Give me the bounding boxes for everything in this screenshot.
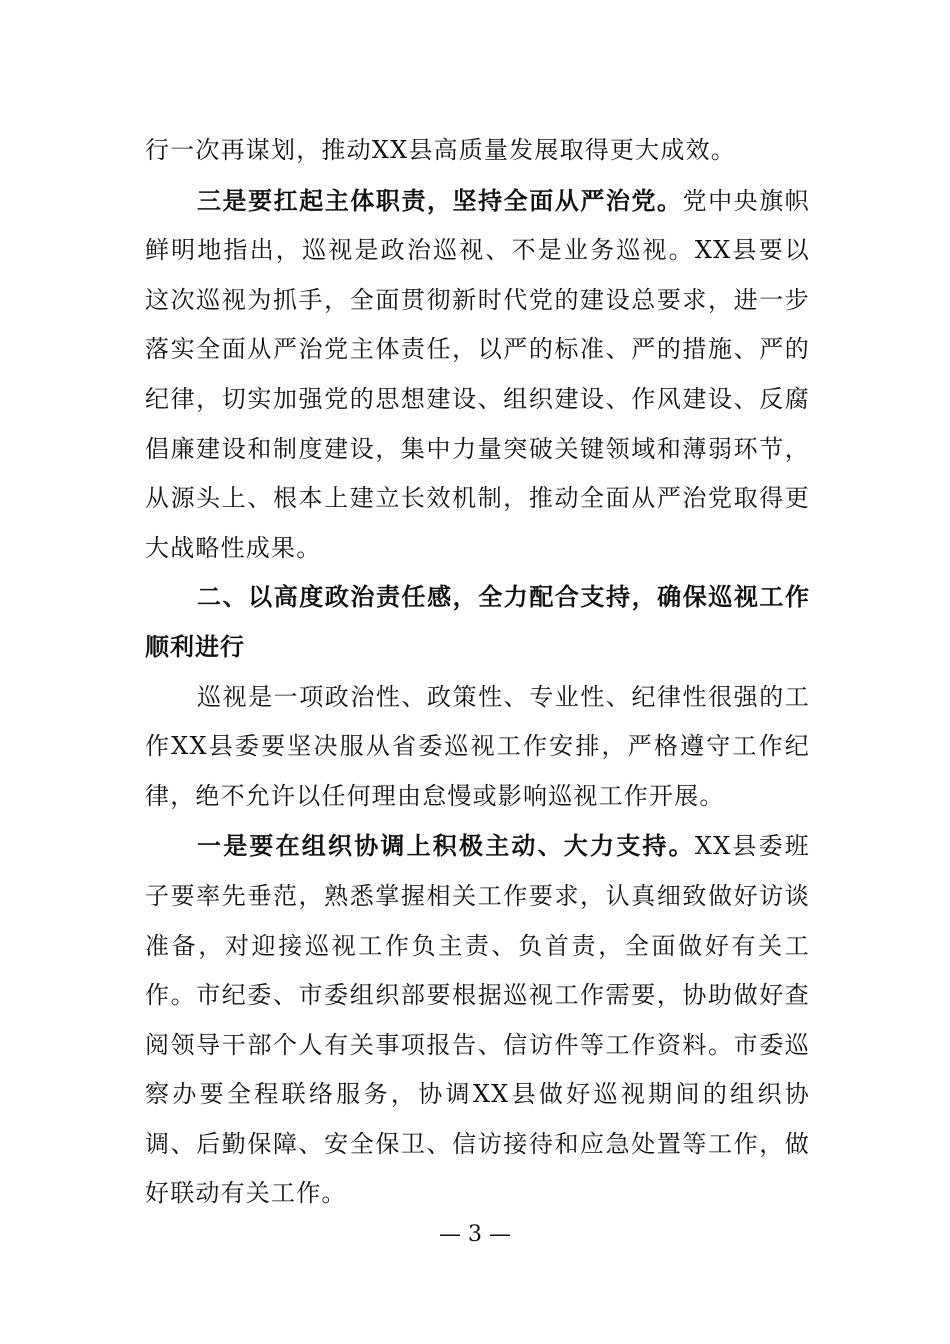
document-body (145, 126, 810, 1219)
paragraph-continuation (145, 126, 810, 176)
paragraph-text: 行一次再谋划，推动XX县高质量发展取得更大成效。 (145, 136, 736, 164)
section-heading-text: 二、以高度政治责任感，全力配合支持，确保巡视工作顺利进行 (145, 583, 810, 661)
paragraph-point-three (145, 176, 810, 574)
page-number: — 3 — (439, 1222, 511, 1247)
paragraph-text: XX县委班子要率先垂范，熟悉掌握相关工作要求，认真细致做好访谈准备，对迎接巡视工作负主责、负首责，全面做好有关工作。市纪委、市委组织部要根据巡视工作需要，协助做好查阅领导干部个人有关事项报告、信访件等工作资料。市委巡察办要全程联络服务，协调XX县做好巡视期间的组织协调、后勤保障、安全保卫、信访接待和应急处置等工作，做好联动有关工作。 (145, 832, 810, 1208)
paragraph-lead-bold: 三是要扛起主体职责，坚持全面从严治党。 (197, 185, 683, 215)
paragraph-section-intro (145, 673, 810, 822)
paragraph-point-one (145, 821, 810, 1219)
paragraph-text: 巡视是一项政治性、政策性、专业性、纪律性很强的工作XX县委要坚决服从省委巡视工作安排，严格遵守工作纪律，绝不允许以任何理由怠慢或影响巡视工作开展。 (145, 682, 810, 810)
paragraph-lead-bold: 一是要在组织协调上积极主动、大力支持。 (197, 831, 695, 861)
paragraph-text: 党中央旗帜鲜明地指出，巡视是政治巡视、不是业务巡视。XX县要以这次巡视为抓手，全面贯彻新时代党的建设总要求，进一步落实全面从严治党主体责任，以严的标准、严的措施、严的纪律，切实加强党的思想建设、组织建设、作风建设、反腐倡廉建设和制度建设，集中力量突破关键领域和薄弱环节，从源头上、根本上建立长效机制，推动全面从严治党取得更大战略性成果。 (145, 186, 810, 562)
section-heading (145, 573, 810, 672)
